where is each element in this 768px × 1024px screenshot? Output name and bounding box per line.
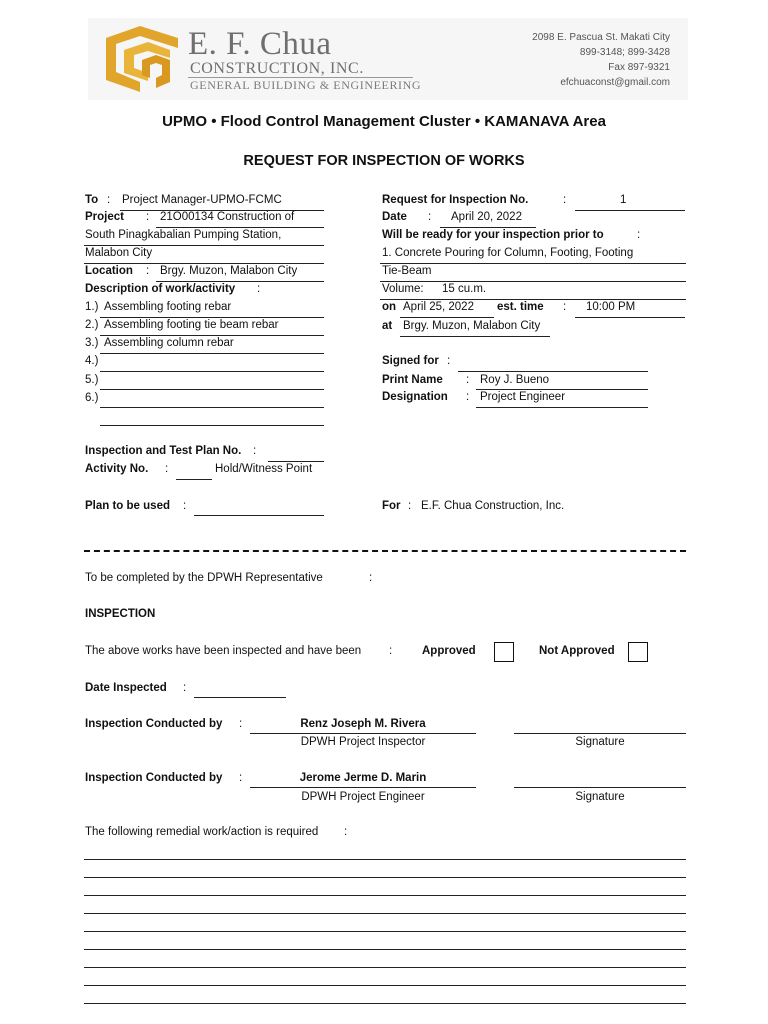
company-subtitle: CONSTRUCTION, INC.: [190, 60, 364, 77]
rfi-number-label: Request for Inspection No.: [382, 194, 529, 206]
inspector2-signature-line[interactable]: [514, 787, 686, 788]
company-name: E. F. Chua: [188, 26, 332, 62]
remedial-line[interactable]: [84, 913, 686, 914]
cluster-heading: UPMO • Flood Control Management Cluster • KAMANAVA Area: [162, 113, 606, 130]
item-text[interactable]: Assembling footing tie beam rebar: [104, 319, 279, 331]
to-label: To: [85, 194, 99, 206]
item-num: 2.): [85, 319, 99, 331]
signature-label: Signature: [575, 791, 625, 803]
date-inspected-label: Date Inspected: [85, 682, 167, 694]
project-value-line3[interactable]: Malabon City: [85, 247, 153, 259]
description-label: Description of work/activity: [85, 283, 236, 295]
not-approved-label: Not Approved: [539, 645, 615, 657]
remedial-line[interactable]: [84, 931, 686, 932]
company-logo-icon: [100, 24, 182, 94]
plan-field[interactable]: [194, 515, 324, 516]
item-blank-line[interactable]: [100, 425, 324, 426]
on-label: on: [382, 301, 397, 313]
signed-for-label: Signed for: [382, 355, 439, 367]
company-email: efchuaconst@gmail.com: [560, 77, 670, 88]
est-time-label: est. time: [497, 301, 544, 313]
item-text[interactable]: Assembling column rebar: [104, 337, 234, 349]
plan-label: Plan to be used: [85, 500, 170, 512]
itp-label: Inspection and Test Plan No.: [85, 445, 242, 457]
location-value[interactable]: Brgy. Muzon, Malabon City: [160, 265, 298, 277]
item-blank-line[interactable]: [100, 389, 324, 390]
date-inspected-field[interactable]: [194, 697, 286, 698]
remedial-line[interactable]: [84, 949, 686, 950]
item-num: 3.): [85, 337, 99, 349]
item-blank-line[interactable]: [100, 371, 324, 372]
est-time-value[interactable]: 10:00 PM: [586, 301, 636, 313]
remedial-line[interactable]: [84, 877, 686, 878]
company-tagline: GENERAL BUILDING & ENGINEERING: [190, 78, 422, 92]
remedial-line[interactable]: [84, 985, 686, 986]
form-title: REQUEST FOR INSPECTION OF WORKS: [243, 153, 525, 169]
item-num: 4.): [85, 355, 99, 367]
item-num: 5.): [85, 374, 99, 386]
print-name-value[interactable]: Roy J. Bueno: [480, 374, 550, 386]
project-value-line1[interactable]: 21O00134 Construction of: [160, 211, 295, 223]
project-value-line2[interactable]: South Pinagkabalian Pumping Station,: [85, 229, 282, 241]
not-approved-checkbox[interactable]: [628, 642, 648, 662]
volume-value[interactable]: 15 cu.m.: [442, 283, 487, 295]
conducted-by-label: Inspection Conducted by: [85, 718, 223, 730]
section-divider: [84, 550, 686, 552]
itp-field[interactable]: [268, 461, 324, 462]
company-address: 2098 E. Pascua St. Makati City: [532, 32, 670, 43]
designation-label: Designation: [382, 391, 448, 403]
company-phones: 899-3148; 899-3428: [579, 47, 670, 58]
conducted-by-label: Inspection Conducted by: [85, 772, 223, 784]
signed-for-field[interactable]: [458, 371, 648, 372]
item-text[interactable]: Assembling footing rebar: [104, 301, 232, 313]
for-label: For: [382, 500, 401, 512]
inspection-result-text: The above works have been inspected and have been: [85, 645, 362, 657]
inspector1-signature-line[interactable]: [514, 733, 686, 734]
signature-label: Signature: [575, 736, 625, 748]
at-label: at: [382, 320, 393, 332]
remedial-line[interactable]: [84, 895, 686, 896]
remedial-line[interactable]: [84, 1003, 686, 1004]
on-date-value[interactable]: April 25, 2022: [403, 301, 474, 313]
hold-witness-label: Hold/Witness Point: [215, 463, 313, 475]
approved-checkbox[interactable]: [494, 642, 514, 662]
rfi-number-value[interactable]: 1: [620, 194, 627, 206]
inspector1-title: DPWH Project Inspector: [300, 736, 426, 748]
item-num: 6.): [85, 392, 99, 404]
to-value[interactable]: Project Manager-UPMO-FCMC: [122, 194, 282, 206]
location-label: Location: [85, 265, 133, 277]
project-label: Project: [85, 211, 124, 223]
remedial-label: The following remedial work/action is required: [85, 826, 319, 838]
date-value[interactable]: April 20, 2022: [451, 211, 522, 223]
activity-field[interactable]: [176, 479, 212, 480]
approved-label: Approved: [422, 645, 476, 657]
inspector2-title: DPWH Project Engineer: [301, 791, 425, 803]
activity-label: Activity No.: [85, 463, 149, 475]
ready-value-line1[interactable]: 1. Concrete Pouring for Column, Footing, Footing: [382, 247, 634, 259]
ready-label: Will be ready for your inspection prior to: [382, 229, 604, 241]
for-value: E.F. Chua Construction, Inc.: [421, 500, 565, 512]
inspection-heading: INSPECTION: [85, 608, 156, 620]
print-name-label: Print Name: [382, 374, 443, 386]
ready-value-line2[interactable]: Tie-Beam: [382, 265, 432, 277]
date-label: Date: [382, 211, 407, 223]
company-fax: Fax 897-9321: [608, 62, 670, 73]
dpwh-completion-label: To be completed by the DPWH Representative: [85, 572, 323, 584]
volume-label: Volume:: [382, 283, 424, 295]
inspector1-name[interactable]: Renz Joseph M. Rivera: [300, 718, 426, 730]
at-value[interactable]: Brgy. Muzon, Malabon City: [403, 320, 541, 332]
inspector2-name[interactable]: Jerome Jerme D. Marin: [299, 772, 427, 784]
remedial-line[interactable]: [84, 967, 686, 968]
item-num: 1.): [85, 301, 99, 313]
designation-value[interactable]: Project Engineer: [480, 391, 566, 403]
item-blank-line[interactable]: [100, 407, 324, 408]
remedial-line[interactable]: [84, 859, 686, 860]
